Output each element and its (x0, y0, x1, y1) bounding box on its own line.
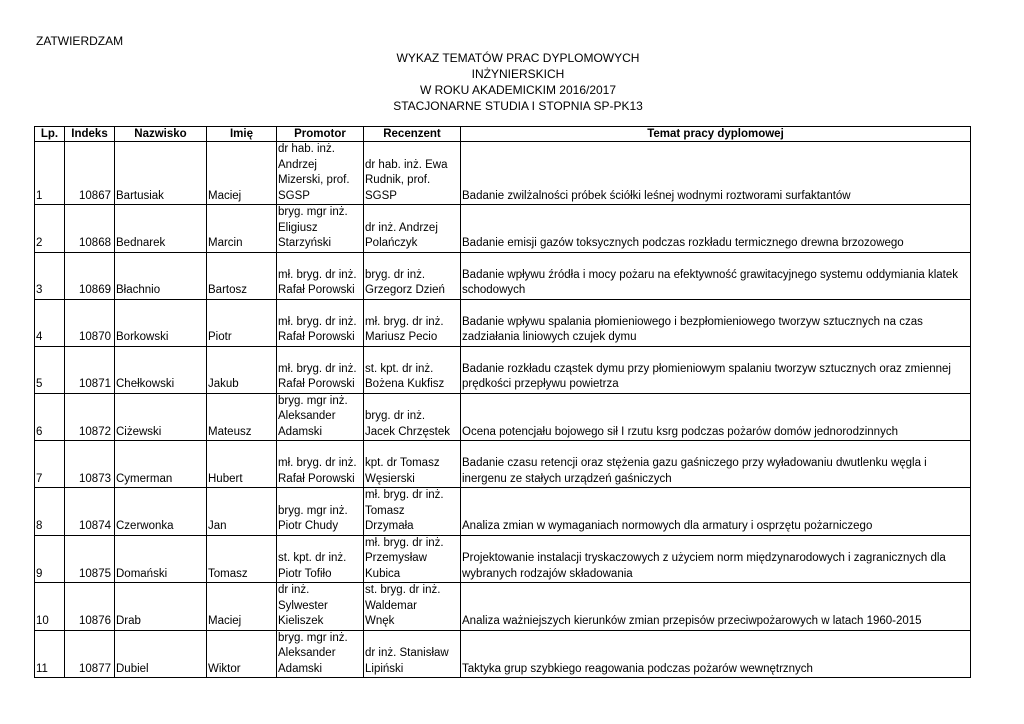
cell-promotor: bryg. mgr inż. Eligiusz Starzyński (277, 205, 364, 253)
cell-imie: Mateusz (207, 393, 277, 441)
column-header-imie: Imię (207, 127, 277, 142)
column-header-nazwisko: Nazwisko (115, 127, 207, 142)
cell-imie: Jakub (207, 346, 277, 393)
cell-lp: 11 (35, 630, 65, 678)
cell-recenzent: dr hab. inż. Ewa Rudnik, prof. SGSP (364, 142, 461, 205)
cell-indeks: 10874 (65, 488, 115, 536)
cell-lp: 4 (35, 299, 65, 346)
approval-label: ZATWIERDZAM (36, 34, 124, 48)
table-row (35, 205, 971, 253)
cell-promotor: bryg. mgr inż. Aleksander Adamski (277, 393, 364, 441)
cell-temat: Badanie rozkładu cząstek dymu przy płomieniowym spalaniu tworzyw sztucznych oraz zmiennej prędkości przepływu powietrza (461, 346, 971, 393)
cell-lp: 7 (35, 441, 65, 488)
column-header-recenzent: Recenzent (364, 127, 461, 142)
cell-promotor: dr hab. inż. Andrzej Mizerski, prof. SGSP (277, 142, 364, 205)
thesis-topics-table (34, 126, 971, 678)
cell-indeks: 10871 (65, 346, 115, 393)
cell-nazwisko: Bednarek (115, 205, 207, 253)
cell-indeks: 10876 (65, 583, 115, 631)
cell-indeks: 10873 (65, 441, 115, 488)
cell-temat: Ocena potencjału bojowego sił I rzutu ksrg podczas pożarów domów jednorodzinnych (461, 393, 971, 441)
cell-recenzent: kpt. dr Tomasz Węsierski (364, 441, 461, 488)
cell-temat: Badanie zwilżalności próbek ściółki leśnej wodnymi roztworami surfaktantów (461, 142, 971, 205)
title-line-1: WYKAZ TEMATÓW PRAC DYPLOMOWYCH (396, 51, 640, 65)
title-line-3: W ROKU AKADEMICKIM 2016/2017 (419, 83, 617, 97)
cell-promotor: bryg. mgr inż. Piotr Chudy (277, 488, 364, 536)
cell-lp: 3 (35, 252, 65, 299)
cell-nazwisko: Cymerman (115, 441, 207, 488)
cell-temat: Badanie emisji gazów toksycznych podczas rozkładu termicznego drewna brzozowego (461, 205, 971, 253)
cell-indeks: 10872 (65, 393, 115, 441)
cell-lp: 8 (35, 488, 65, 536)
cell-temat: Badanie wpływu źródła i mocy pożaru na efektywność grawitacyjnego systemu oddymiania klatek schodowych (461, 252, 971, 299)
cell-nazwisko: Bartusiak (115, 142, 207, 205)
cell-promotor: dr inż. Sylwester Kieliszek (277, 583, 364, 631)
title-line-2: INŻYNIERSKICH (471, 67, 565, 81)
cell-imie: Bartosz (207, 252, 277, 299)
cell-promotor: bryg. mgr inż. Aleksander Adamski (277, 630, 364, 678)
column-header-lp: Lp. (35, 127, 65, 142)
table-row (35, 142, 971, 205)
cell-nazwisko: Błachnio (115, 252, 207, 299)
cell-recenzent: mł. bryg. dr inż. Przemysław Kubica (364, 535, 461, 583)
table-row (35, 535, 971, 583)
cell-indeks: 10875 (65, 535, 115, 583)
cell-lp: 1 (35, 142, 65, 205)
cell-imie: Jan (207, 488, 277, 536)
cell-recenzent: bryg. dr inż. Grzegorz Dzień (364, 252, 461, 299)
table-row (35, 441, 971, 488)
cell-imie: Tomasz (207, 535, 277, 583)
cell-temat: Projektowanie instalacji tryskaczowych z użyciem norm międzynarodowych i zagranicznych dla wybranych rodzajów składowania (461, 535, 971, 583)
table-row (35, 299, 971, 346)
cell-imie: Piotr (207, 299, 277, 346)
column-header-promotor: Promotor (277, 127, 364, 142)
table-row (35, 393, 971, 441)
cell-promotor: mł. bryg. dr inż. Rafał Porowski (277, 252, 364, 299)
cell-recenzent: st. kpt. dr inż. Bożena Kukfisz (364, 346, 461, 393)
cell-recenzent: dr inż. Stanisław Lipiński (364, 630, 461, 678)
cell-lp: 10 (35, 583, 65, 631)
cell-indeks: 10869 (65, 252, 115, 299)
table-row (35, 630, 971, 678)
cell-nazwisko: Domański (115, 535, 207, 583)
cell-promotor: mł. bryg. dr inż. Rafał Porowski (277, 441, 364, 488)
cell-temat: Badanie wpływu spalania płomieniowego i bezpłomieniowego tworzyw sztucznych na czas zadziałania liniowych czujek dymu (461, 299, 971, 346)
cell-imie: Marcin (207, 205, 277, 253)
column-header-indeks: Indeks (65, 127, 115, 142)
cell-nazwisko: Dubiel (115, 630, 207, 678)
cell-nazwisko: Ciżewski (115, 393, 207, 441)
cell-recenzent: mł. bryg. dr inż. Tomasz Drzymała (364, 488, 461, 536)
cell-indeks: 10868 (65, 205, 115, 253)
table-row (35, 488, 971, 536)
cell-imie: Maciej (207, 583, 277, 631)
cell-promotor: mł. bryg. dr inż. Rafał Porowski (277, 346, 364, 393)
cell-recenzent: st. bryg. dr inż. Waldemar Wnęk (364, 583, 461, 631)
document-title (0, 50, 1024, 114)
table-row (35, 252, 971, 299)
cell-imie: Maciej (207, 142, 277, 205)
cell-recenzent: dr inż. Andrzej Polańczyk (364, 205, 461, 253)
cell-indeks: 10877 (65, 630, 115, 678)
cell-temat: Badanie czasu retencji oraz stężenia gazu gaśniczego przy wyładowaniu dwutlenku węgla i inergenu ze stałych urządzeń gaśniczych (461, 441, 971, 488)
cell-indeks: 10870 (65, 299, 115, 346)
cell-lp: 5 (35, 346, 65, 393)
cell-indeks: 10867 (65, 142, 115, 205)
column-header-temat: Temat pracy dyplomowej (461, 127, 971, 142)
cell-nazwisko: Drab (115, 583, 207, 631)
cell-temat: Analiza zmian w wymaganiach normowych dla armatury i osprzętu pożarniczego (461, 488, 971, 536)
table-row (35, 583, 971, 631)
cell-nazwisko: Czerwonka (115, 488, 207, 536)
cell-nazwisko: Chełkowski (115, 346, 207, 393)
cell-temat: Taktyka grup szybkiego reagowania podczas pożarów wewnętrznych (461, 630, 971, 678)
cell-recenzent: bryg. dr inż. Jacek Chrzęstek (364, 393, 461, 441)
cell-imie: Hubert (207, 441, 277, 488)
cell-nazwisko: Borkowski (115, 299, 207, 346)
cell-imie: Wiktor (207, 630, 277, 678)
table-row (35, 346, 971, 393)
cell-recenzent: mł. bryg. dr inż. Mariusz Pecio (364, 299, 461, 346)
cell-promotor: st. kpt. dr inż. Piotr Tofiło (277, 535, 364, 583)
title-line-4: STACJONARNE STUDIA I STOPNIA SP-PK13 (393, 99, 643, 113)
cell-lp: 2 (35, 205, 65, 253)
cell-lp: 9 (35, 535, 65, 583)
cell-promotor: mł. bryg. dr inż. Rafał Porowski (277, 299, 364, 346)
cell-lp: 6 (35, 393, 65, 441)
table-header-row (35, 127, 971, 142)
cell-temat: Analiza ważniejszych kierunków zmian przepisów przeciwpożarowych w latach 1960-2015 (461, 583, 971, 631)
